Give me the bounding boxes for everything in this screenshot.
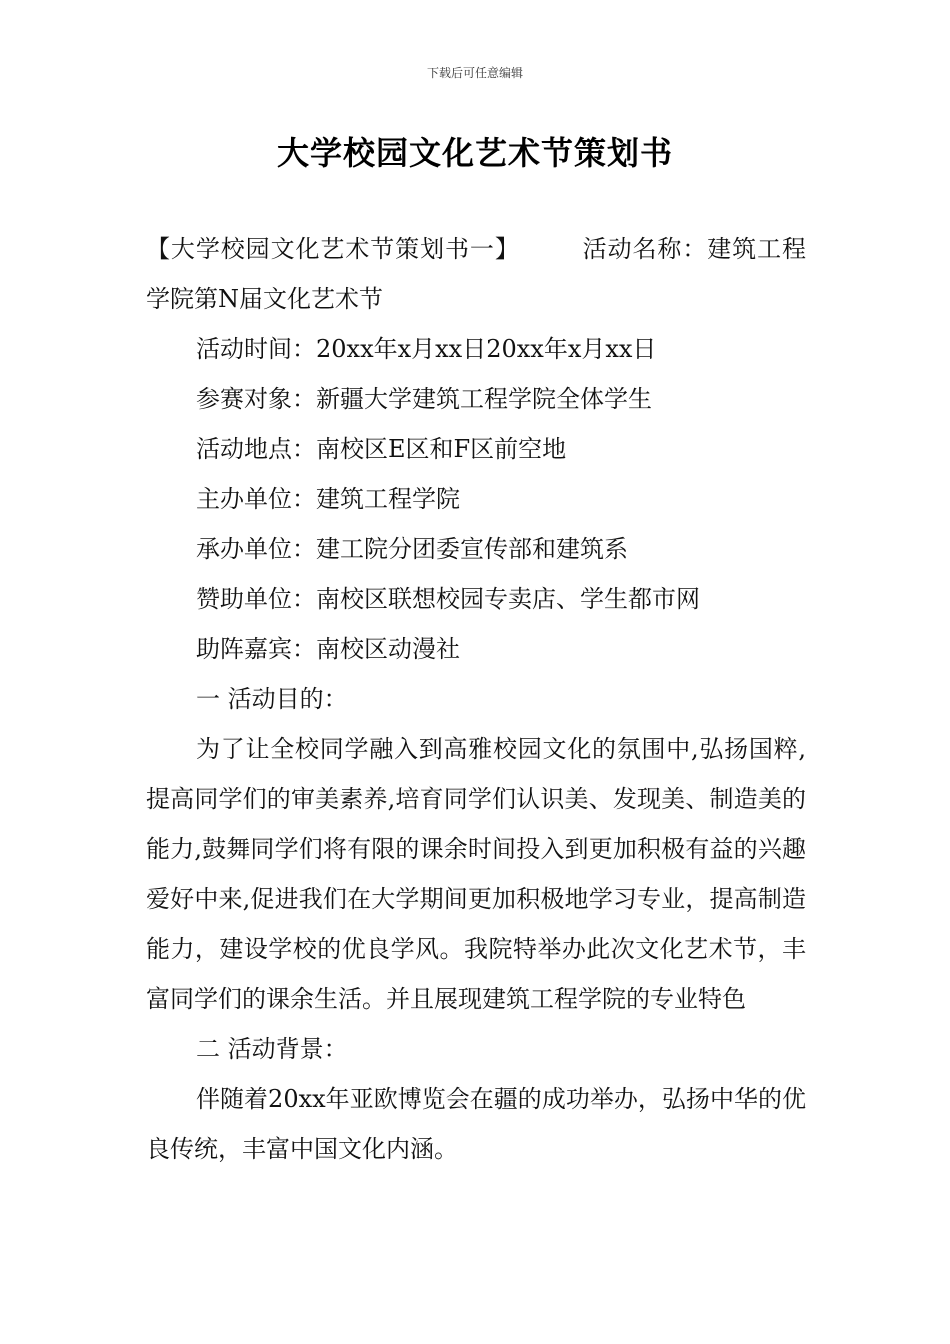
intro-paragraph <box>146 224 806 324</box>
detail-line-sponsor: 赞助单位：南校区联想校园专卖店、学生都市网 <box>196 585 700 613</box>
detail-line-time: 活动时间：20xx年x月xx日20xx年x月xx日 <box>196 335 657 363</box>
detail-line-co-organizer: 承办单位：建工院分团委宣传部和建筑系 <box>196 535 628 563</box>
section-one-heading: 一 活动目的： <box>196 685 348 713</box>
document-title: 大学校园文化艺术节策划书 <box>276 134 673 172</box>
activity-name: 活动名称：建筑工程学院第N届文化艺术节 <box>146 235 806 313</box>
detail-line-participants: 参赛对象：新疆大学建筑工程学院全体学生 <box>196 385 652 413</box>
detail-line-organizer: 主办单位：建筑工程学院 <box>196 485 460 513</box>
page-header-note: 下载后可任意编辑 <box>426 66 523 80</box>
section-tag: 【大学校园文化艺术节策划书一】 <box>146 235 520 263</box>
section-two-paragraph: 伴随着20xx年亚欧博览会在疆的成功举办，弘扬中华的优良传统，丰富中国文化内涵。 <box>146 1085 806 1163</box>
document-body <box>146 224 806 1174</box>
detail-line-guests: 助阵嘉宾：南校区动漫社 <box>196 635 460 663</box>
section-two-heading: 二 活动背景： <box>196 1035 348 1063</box>
detail-line-location: 活动地点：南校区E区和F区前空地 <box>196 435 567 463</box>
section-one-paragraph: 为了让全校同学融入到高雅校园文化的氛围中,弘扬国粹,提高同学们的审美素养,培育同学们认识美、发现美、制造美的能力,鼓舞同学们将有限的课余时间投入到更加积极有益的兴趣爱好中来,促进我们在大学期间更加积极地学习专业，提高制造能力，建设学校的优良学风。我院特举办此次文化艺术节，丰富同学们的课余生活。并且展现建筑工程学院的专业特色 <box>146 735 806 1013</box>
